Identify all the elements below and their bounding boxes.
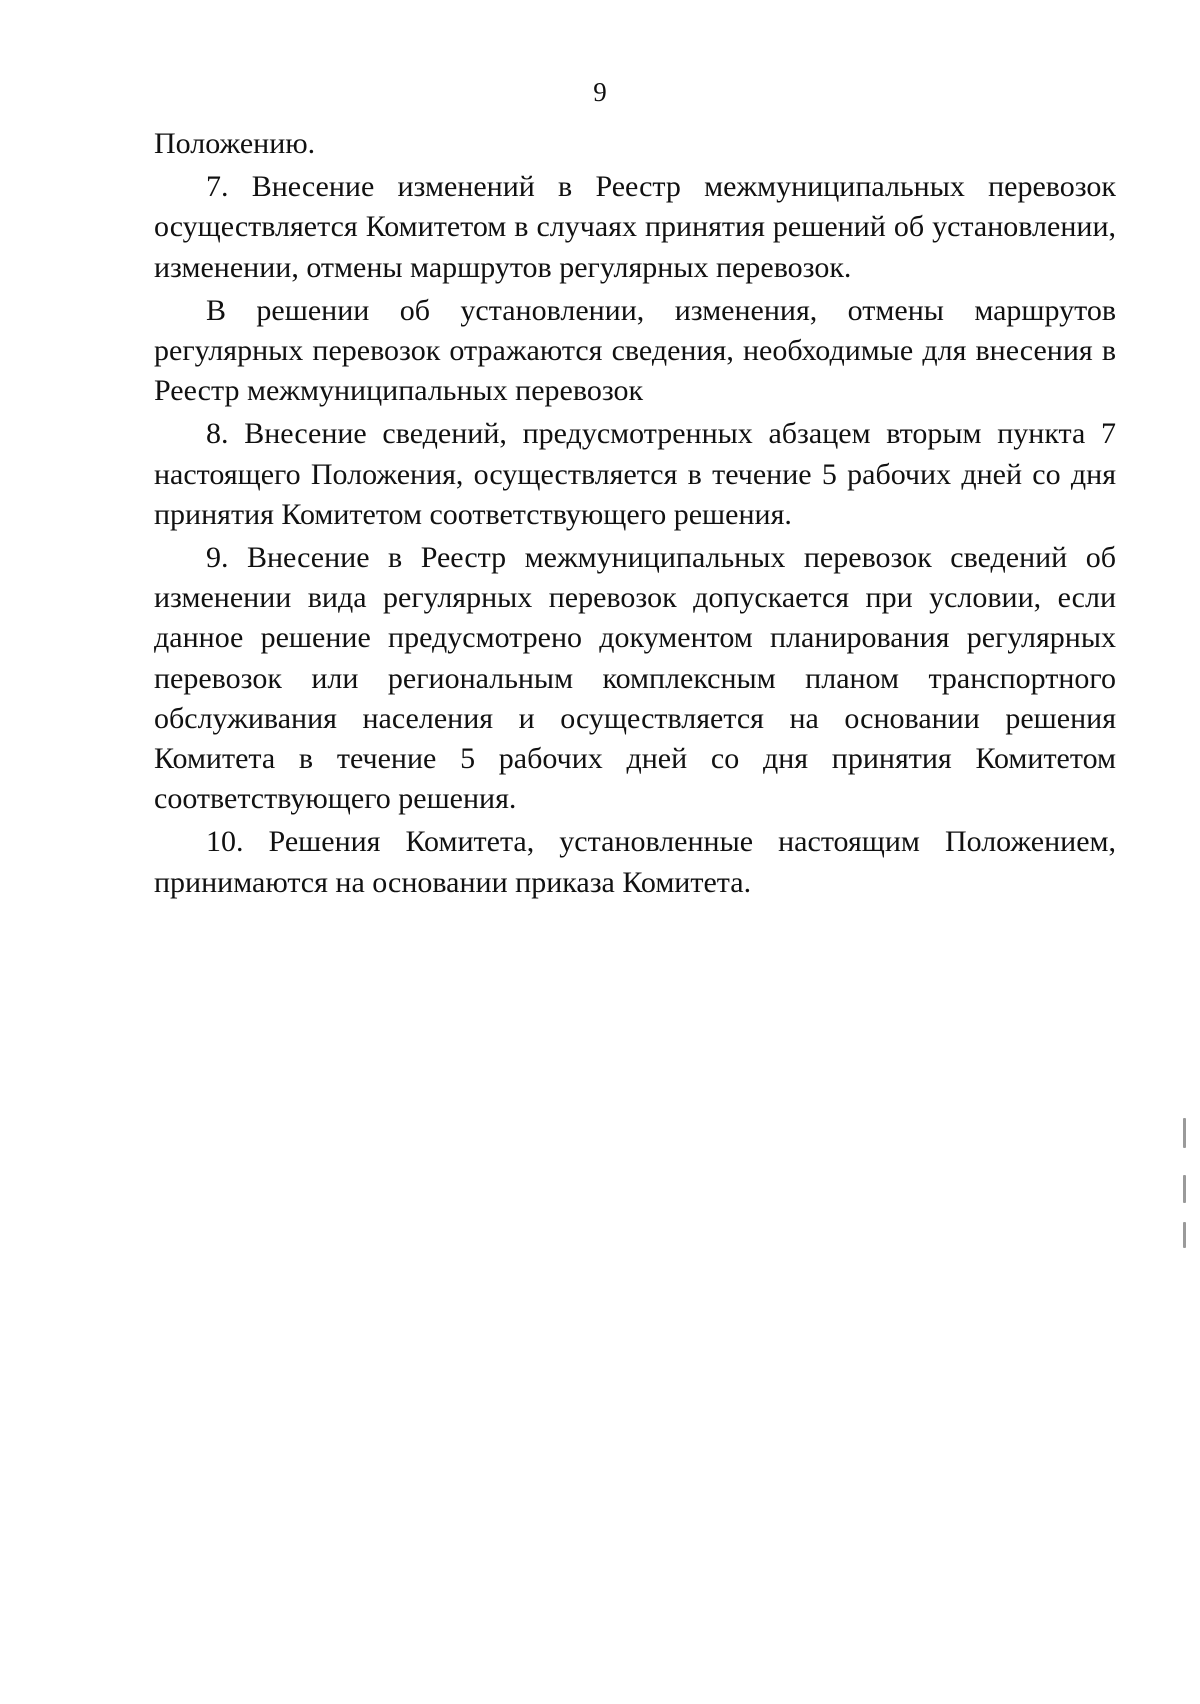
document-body: [154, 124, 1116, 906]
scan-artifact-mark: [1183, 1222, 1186, 1248]
scan-artifact-mark: [1183, 1175, 1186, 1203]
paragraph-item-10: 10. Решения Комитета, установленные настоящим Положением, принимаются на основании приказа Комитета.: [154, 825, 1116, 899]
paragraph-continuation: Положению.: [154, 127, 316, 160]
paragraph-item-8: 8. Внесение сведений, предусмотренных абзацем вторым пункта 7 настоящего Положения, осуществляется в течение 5 рабочих дней со дня принятия Комитетом соответствующего решения.: [154, 417, 1116, 531]
page-number: 9: [593, 77, 607, 107]
paragraph-item-7-second: В решении об установлении, изменения, отмены маршрутов регулярных перевозок отражаются сведения, необходимые для внесения в Реестр межмуниципальных перевозок: [154, 293, 1116, 408]
paragraph-item-9: 9. Внесение в Реестр межмуниципальных перевозок сведений об изменении вида регулярных перевозок допускается при условии, если данное решение предусмотрено документом планирования регулярных перевозок или региональным комплексным планом транспортного обслуживания населения и осуществляется на основании решения Комитета в течение 5 рабочих дней со дня принятия Комитетом соответствующего решения.: [154, 541, 1116, 816]
scan-artifact-mark: [1183, 1118, 1186, 1148]
paragraph-item-7: 7. Внесение изменений в Реестр межмуниципальных перевозок осуществляется Комитетом в случаях принятия решений об установлении, изменении, отмены маршрутов регулярных перевозок.: [154, 170, 1116, 284]
